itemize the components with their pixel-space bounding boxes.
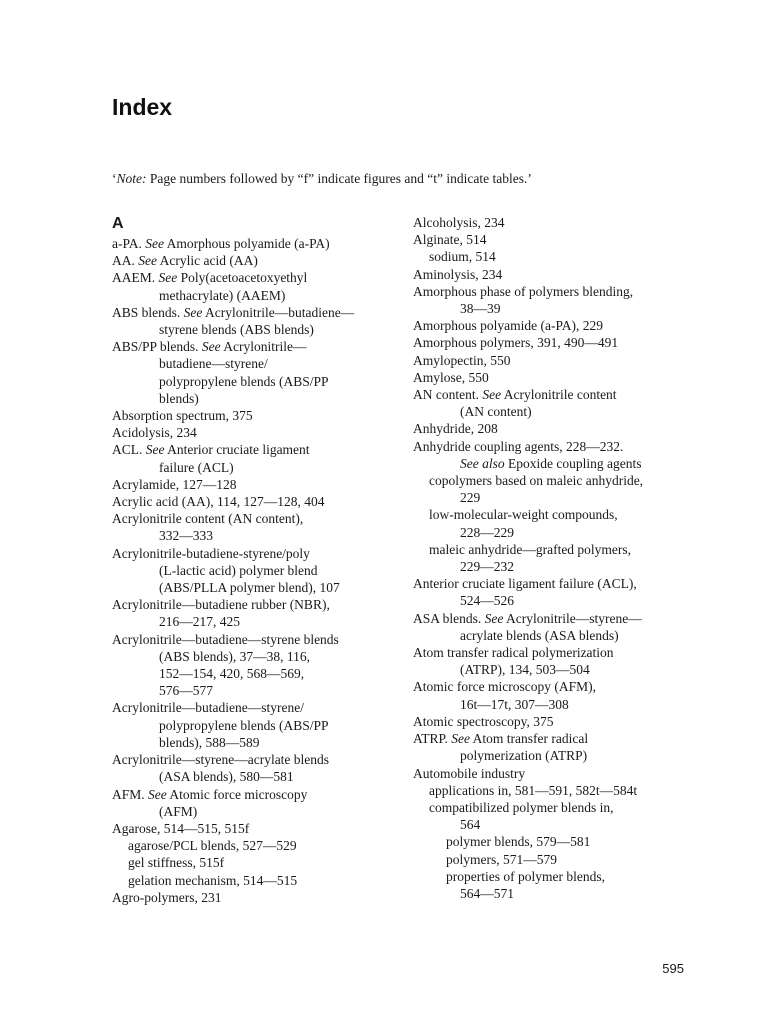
entry-text: a-PA. <box>112 236 146 251</box>
index-entry: maleic anhydride—grafted polymers, <box>429 541 632 557</box>
entry-text: Amorphous polyamide (a-PA) <box>164 236 330 251</box>
index-entry-continuation: acrylate blends (ASA blends) <box>460 627 619 643</box>
index-entry: Agarose, 514—515, 515f <box>112 820 250 836</box>
see-also-reference: See also <box>460 455 505 471</box>
index-entry-continuation: 216—217, 425 <box>159 614 240 630</box>
see-reference: See <box>148 786 167 802</box>
index-entry-continuation: 229—232 <box>460 559 514 575</box>
entry-text: ACL. <box>112 442 146 458</box>
see-reference: See <box>451 731 470 747</box>
index-entry-continuation: (ABS/PLLA polymer blend), 107 <box>159 580 340 596</box>
index-entry <box>413 730 688 747</box>
entry-text: Acrylonitrile content <box>501 387 617 403</box>
section-letter: A <box>112 215 124 232</box>
index-entry-continuation: butadiene—styrene/ <box>159 356 268 372</box>
index-column-right <box>413 214 688 902</box>
index-entry: Acrylonitrile content (AN content), <box>112 511 304 527</box>
index-entry: Aminolysis, 234 <box>413 266 503 282</box>
index-entry <box>112 338 382 355</box>
index-entry: Amorphous phase of polymers blending, <box>413 283 634 299</box>
see-reference: See <box>138 253 157 269</box>
index-entry-continuation: 564 <box>460 817 481 833</box>
entry-text: Acrylonitrile—butadiene— <box>202 304 355 320</box>
entry-text: AA. <box>112 253 139 269</box>
entry-text: ATRP. <box>413 731 452 747</box>
index-entry: Amorphous polyamide (a-PA), 229 <box>413 318 603 334</box>
index-entry-continuation: 152—154, 420, 568—569, <box>159 666 305 682</box>
entry-text: Acrylic acid (AA) <box>156 253 258 269</box>
index-entry: Amylopectin, 550 <box>413 352 511 368</box>
see-reference: See <box>201 339 221 355</box>
index-entry: copolymers based on maleic anhydride, <box>429 473 644 489</box>
index-entry <box>112 235 382 252</box>
entry-text: Atomic force microscopy <box>166 786 308 802</box>
index-entry-continuation: styrene blends (ABS blends) <box>159 322 314 338</box>
index-entry-continuation: 524—526 <box>460 593 514 609</box>
index-entry-continuation: (L-lactic acid) polymer blend <box>159 562 318 578</box>
entry-text: AFM. <box>112 786 149 802</box>
index-entry-continuation: 564—571 <box>460 885 514 901</box>
index-entry: Alcoholysis, 234 <box>413 215 505 230</box>
index-entry: Amylose, 550 <box>413 369 489 385</box>
index-entry-continuation: polypropylene blends (ABS/PP <box>159 717 329 733</box>
index-entry: polymer blends, 579—581 <box>446 834 591 850</box>
index-entry-continuation: blends), 588—589 <box>159 734 260 750</box>
index-entry-continuation <box>413 455 688 472</box>
entry-text: Atom transfer radical <box>470 731 589 747</box>
index-entry: Acrylonitrile—styrene—acrylate blends <box>112 752 330 768</box>
entry-text: ABS blends. <box>112 304 184 320</box>
index-entry-continuation: 38—39 <box>460 301 501 317</box>
index-entry <box>413 386 688 403</box>
index-entry: agarose/PCL blends, 527—529 <box>128 838 297 854</box>
index-entry <box>112 441 382 458</box>
index-entry <box>112 252 382 269</box>
index-entry: Acrylonitrile—butadiene rubber (NBR), <box>112 597 330 613</box>
see-reference: See <box>484 610 504 626</box>
index-entry: Alginate, 514 <box>413 232 487 248</box>
note-label: Note: <box>116 171 147 186</box>
index-entry-continuation: (ASA blends), 580—581 <box>159 769 294 785</box>
entry-text: Anterior cruciate ligament <box>164 442 310 458</box>
entry-text: Epoxide coupling agents <box>504 455 642 471</box>
index-entry <box>413 610 688 627</box>
index-entry: polymers, 571—579 <box>446 851 557 867</box>
index-entry-continuation: methacrylate) (AAEM) <box>159 287 286 303</box>
index-entry: Anhydride coupling agents, 228—232. <box>413 438 624 454</box>
index-entry: Acidolysis, 234 <box>112 425 197 441</box>
index-entry-continuation: polymerization (ATRP) <box>460 748 588 764</box>
note-text: Page numbers followed by “f” indicate figures and “t” indicate tables.’ <box>146 171 532 186</box>
index-entry-continuation: (ATRP), 134, 503—504 <box>460 662 590 678</box>
index-entry: Acrylamide, 127—128 <box>112 476 237 492</box>
index-entry-continuation: 229 <box>460 490 481 506</box>
index-entry <box>112 269 382 286</box>
index-entry-continuation: 332—333 <box>159 528 213 544</box>
entry-text: AAEM. <box>112 270 159 286</box>
entry-text: ASA blends. <box>413 610 485 626</box>
index-entry: Acrylonitrile—butadiene—styrene/ <box>112 700 304 716</box>
index-entry: Acrylic acid (AA), 114, 127—128, 404 <box>112 494 325 510</box>
note-quote: ‘ <box>112 171 117 186</box>
index-entry <box>112 786 382 803</box>
index-entry: Atom transfer radical polymerization <box>413 645 614 661</box>
index-column-left <box>112 214 382 906</box>
index-entry: gelation mechanism, 514—515 <box>128 872 298 888</box>
index-entry-continuation: (ABS blends), 37—38, 116, <box>159 648 310 664</box>
index-entry: Atomic spectroscopy, 375 <box>413 713 554 729</box>
index-entry: low-molecular-weight compounds, <box>429 507 618 523</box>
index-entry-continuation: (AFM) <box>159 803 198 819</box>
entry-text: ABS/PP blends. <box>112 339 202 355</box>
index-entry-continuation: polypropylene blends (ABS/PP <box>159 373 329 389</box>
index-entry: Automobile industry <box>413 765 526 781</box>
page-number: 595 <box>662 961 684 976</box>
index-entry-continuation: 228—229 <box>460 524 514 540</box>
index-entry-continuation: failure (ACL) <box>159 459 234 475</box>
index-entry: Anhydride, 208 <box>413 421 498 437</box>
index-entry: Atomic force microscopy (AFM), <box>413 679 596 695</box>
index-entry: applications in, 581—591, 582t—584t <box>429 782 638 798</box>
index-entry: sodium, 514 <box>429 249 496 265</box>
entry-text: Poly(acetoacetoxyethyl <box>177 270 308 286</box>
index-entry-continuation: blends) <box>159 390 199 406</box>
index-entry-continuation: (AN content) <box>460 404 532 420</box>
index-entry: Acrylonitrile—butadiene—styrene blends <box>112 631 339 647</box>
see-reference: See <box>145 442 165 458</box>
index-entry <box>112 304 382 321</box>
see-reference: See <box>183 304 203 320</box>
index-entry: compatibilized polymer blends in, <box>429 799 614 815</box>
index-entry: gel stiffness, 515f <box>128 855 225 871</box>
index-entry-continuation: 576—577 <box>159 683 213 699</box>
index-entry: Amorphous polymers, 391, 490—491 <box>413 335 619 351</box>
see-reference: See <box>158 270 178 286</box>
entry-text: Acrylonitrile—styrene— <box>503 610 642 626</box>
see-reference: See <box>482 387 502 403</box>
entry-text: Acrylonitrile— <box>220 339 307 355</box>
index-entry: Acrylonitrile-butadiene-styrene/poly <box>112 545 310 561</box>
index-entry: properties of polymer blends, <box>446 868 605 884</box>
page-title: Index <box>112 94 173 120</box>
index-entry: Anterior cruciate ligament failure (ACL), <box>413 576 637 592</box>
entry-text: AN content. <box>413 387 483 403</box>
index-entry: Agro-polymers, 231 <box>112 889 222 905</box>
index-note <box>112 170 532 187</box>
index-entry: Absorption spectrum, 375 <box>112 408 253 424</box>
see-reference: See <box>145 236 164 251</box>
index-entry-continuation: 16t—17t, 307—308 <box>460 696 569 712</box>
